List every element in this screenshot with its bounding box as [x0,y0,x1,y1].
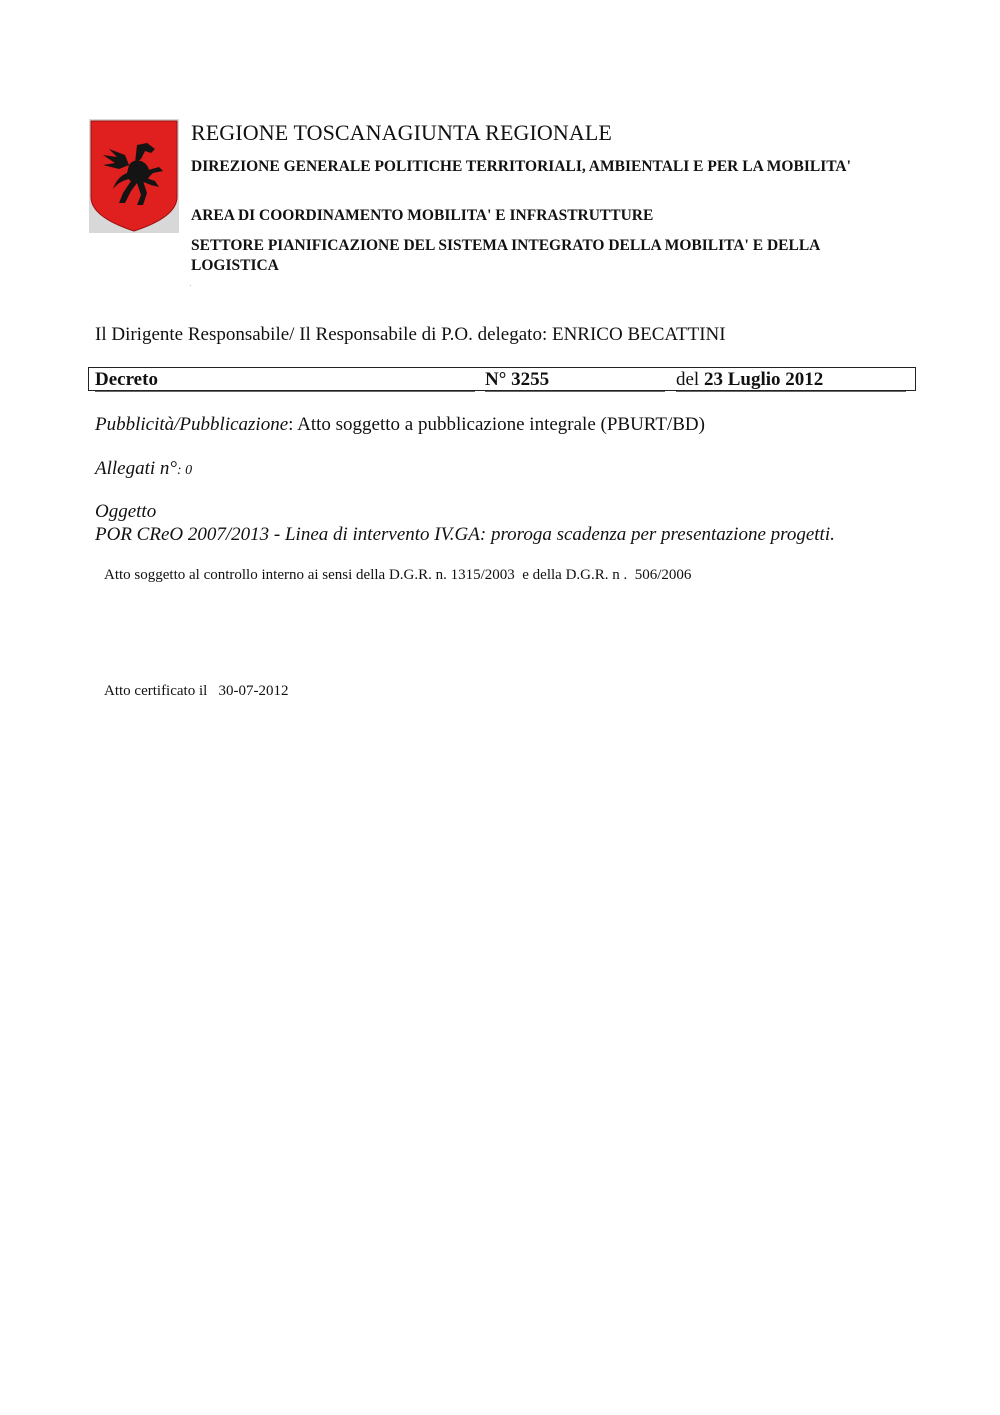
direzione-generale: DIREZIONE GENERALE POLITICHE TERRITORIALI, AMBIENTALI E PER LA MOBILITA' [191,158,851,175]
pubblicita [95,414,705,436]
pubblicita-value: : Atto soggetto a pubblicazione integrale (PBURT/BD) [288,414,705,435]
oggetto-label: Oggetto [95,501,157,522]
dirigente-responsabile: Il Dirigente Responsabile/ Il Responsabile di P.O. delegato: ENRICO BECATTINI [95,324,726,345]
decree-date-underline [676,391,906,392]
settore: SETTORE PIANIFICAZIONE DEL SISTEMA INTEGRATO DELLA MOBILITA' E DELLA LOGISTICA [191,237,820,274]
decree-number: N° 3255 [485,369,550,390]
decree-label-underline [95,391,475,392]
pubblicita-label: Pubblicità/Pubblicazione [95,414,289,435]
area-coordinamento: AREA DI COORDINAMENTO MOBILITA' E INFRASTRUTTURE [191,207,654,224]
decree-date [676,369,823,391]
allegati-value: : 0 [177,463,193,478]
separator-dot [190,285,191,286]
tuscany-pegasus-emblem-icon [89,119,179,233]
allegati [95,458,192,480]
controllo-interno-note: Atto soggetto al controllo interno ai sensi della D.G.R. n. 1315/2003 e della D.G.R. n . 506/2006 [104,567,692,583]
allegati-label: Allegati n° [95,458,178,479]
decree-box [88,367,916,391]
decree-number-underline [485,391,665,392]
decree-date-prefix: del [676,369,704,390]
decree-label: Decreto [95,369,158,390]
oggetto-text: POR CReO 2007/2013 - Linea di intervento IV.GA: proroga scadenza per presentazione progetti. [95,524,835,545]
decree-date-value: 23 Luglio 2012 [703,369,824,390]
atto-certificato: Atto certificato il 30-07-2012 [104,683,289,699]
region-title: REGIONE TOSCANAGIUNTA REGIONALE [191,120,612,145]
